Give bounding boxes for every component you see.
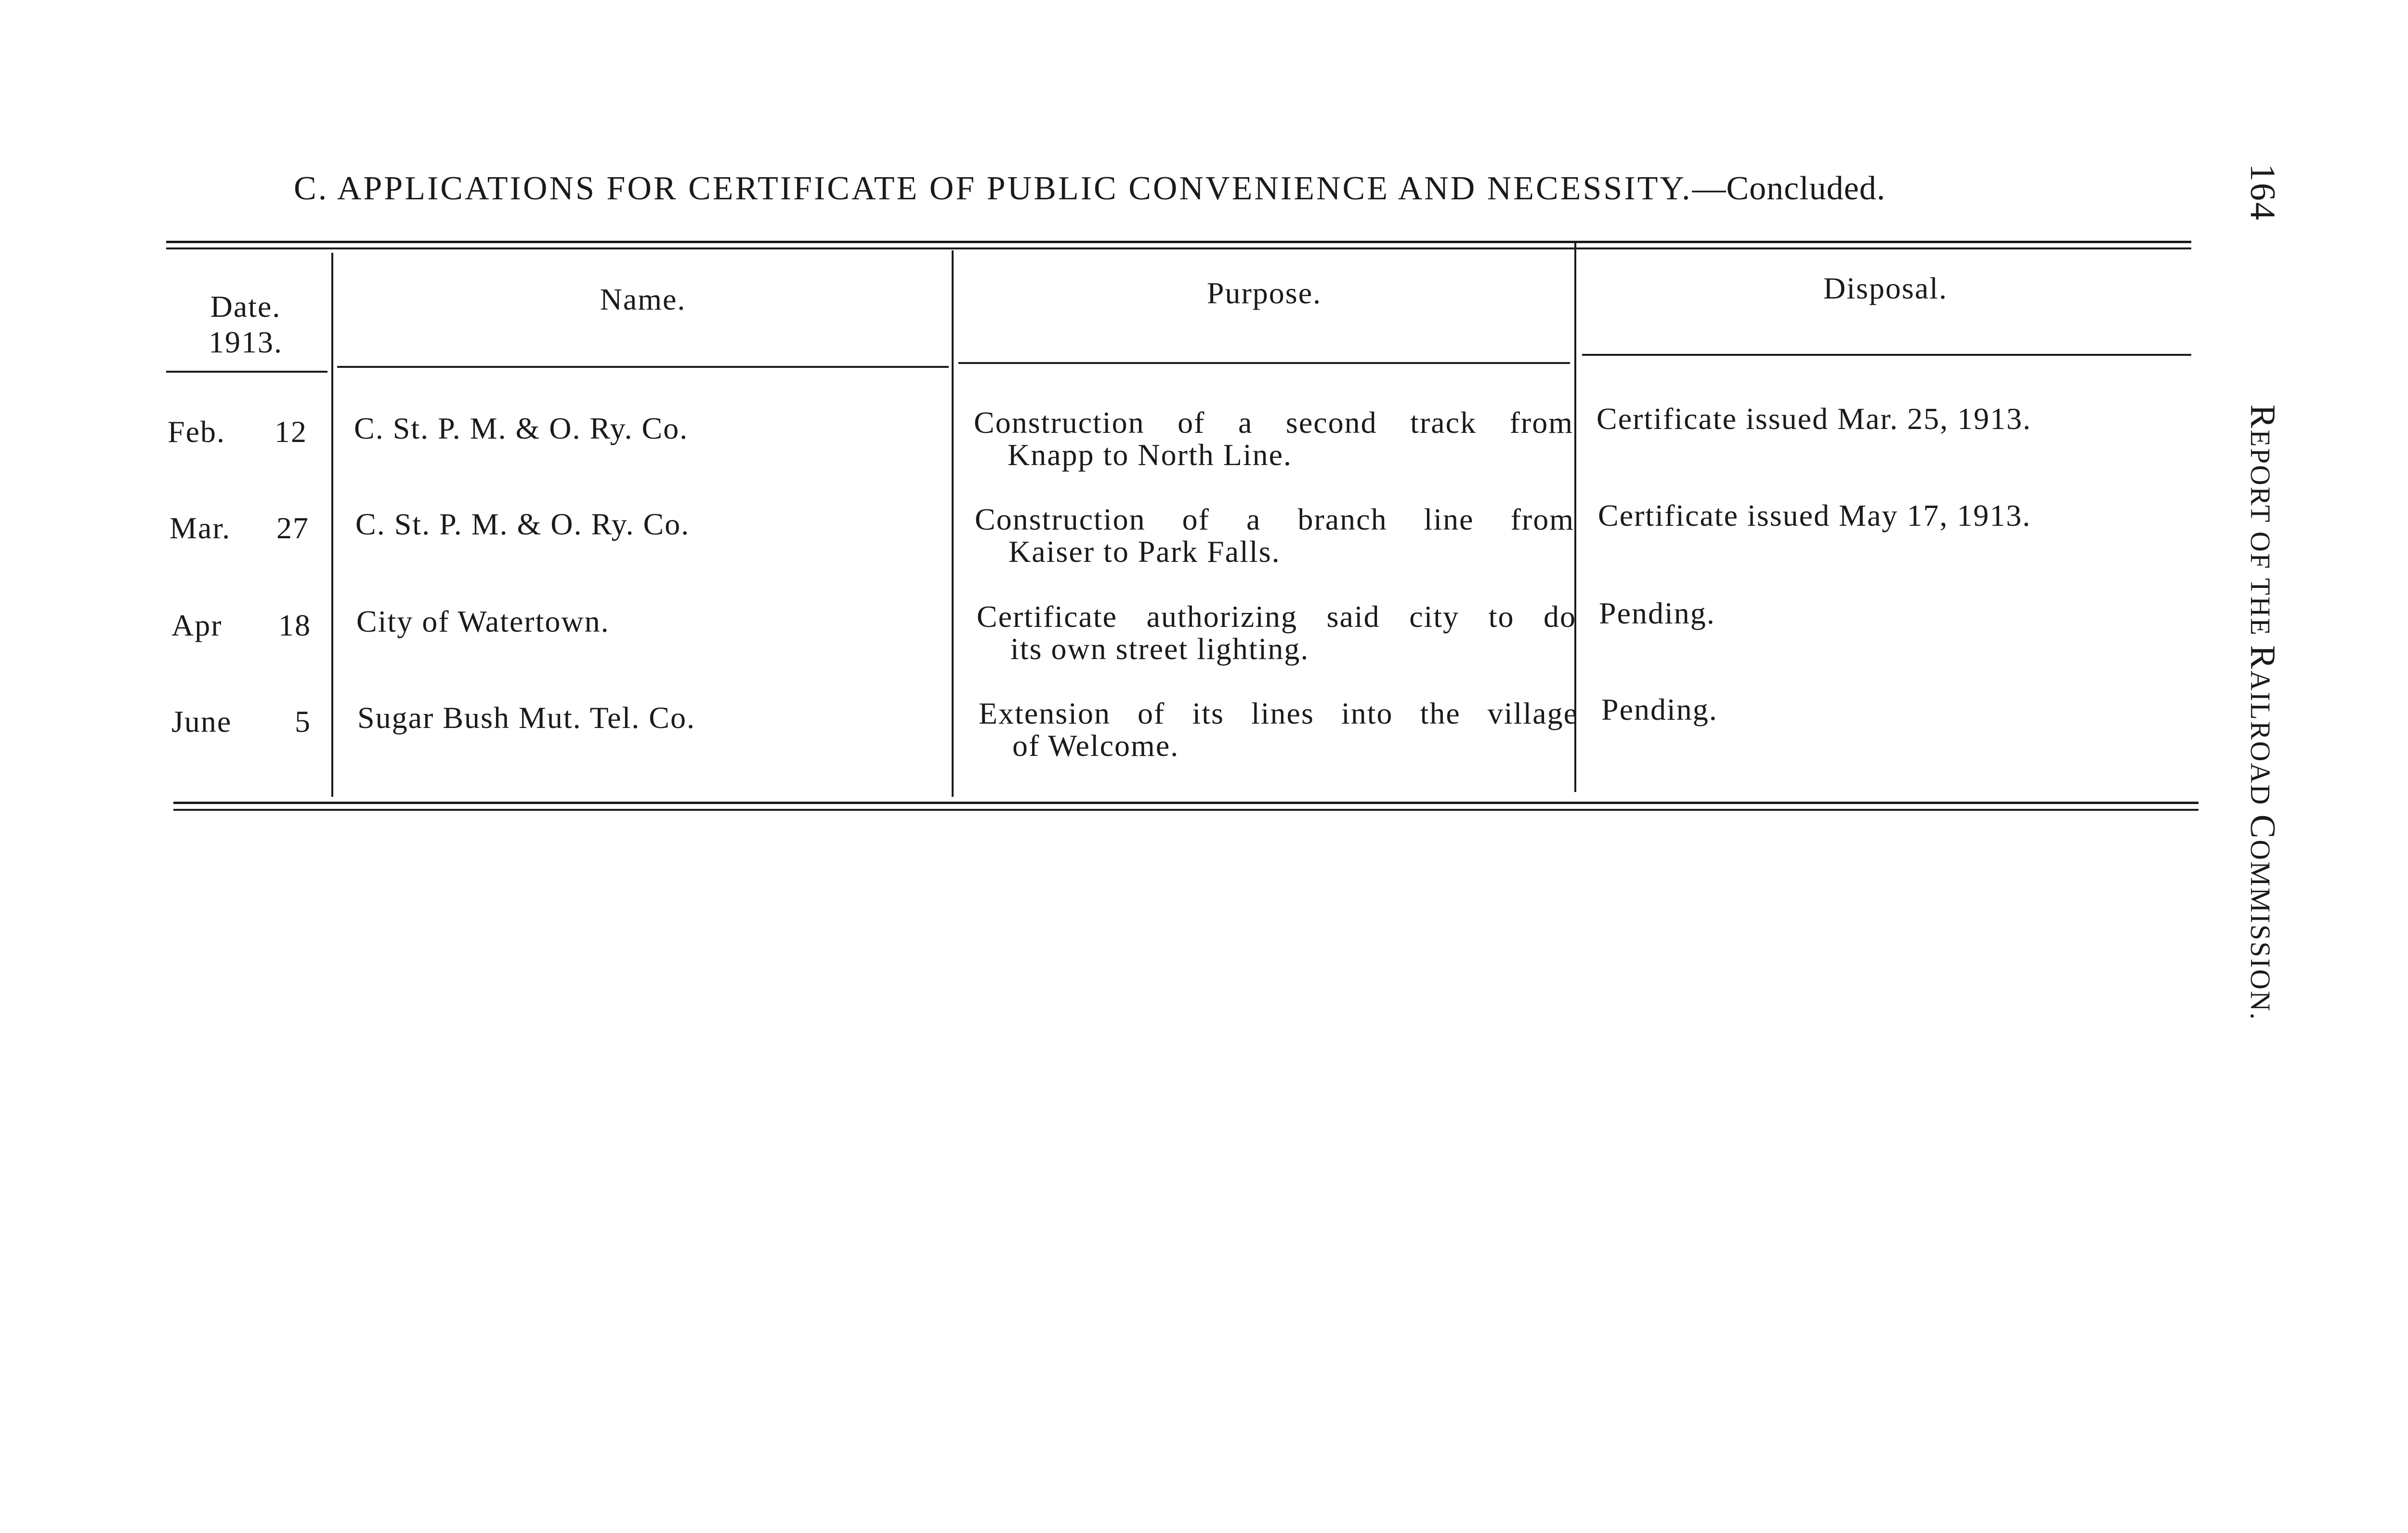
row-month: June — [171, 704, 232, 739]
page-number: 164 — [2243, 164, 2282, 221]
row-month: Apr — [171, 608, 222, 642]
row-disposal: Certificate issued May 17, 1913. — [1598, 498, 2031, 533]
row-disposal: Certificate issued Mar. 25, 1913. — [1597, 402, 2032, 436]
row-name: C. St. P. M. & O. Ry. Co. — [355, 507, 690, 541]
row-month: Feb. — [168, 415, 225, 449]
title-suffix: —Concluded. — [1692, 170, 1886, 207]
title-main: C. APPLICATIONS FOR CERTIFICATE OF PUBLIC CONVENIENCE AND NECESSITY. — [294, 170, 1692, 207]
railroad-initial: R — [2243, 645, 2282, 671]
railroad-rest: AILROAD — [2245, 670, 2276, 815]
report-rest: EPORT OF THE — [2245, 429, 2276, 645]
header-disposal: Disposal. — [1823, 271, 1948, 305]
header-underline-disposal — [1582, 354, 2191, 356]
row-purpose — [979, 697, 1578, 762]
header-date — [166, 289, 325, 360]
row-purpose-line1: Certificate authorizing said city to do — [977, 599, 1576, 634]
report-initial: R — [2243, 404, 2282, 430]
row-purpose — [975, 503, 1574, 568]
row-name: City of Watertown. — [356, 604, 610, 638]
header-name: Name. — [600, 282, 686, 316]
header-purpose: Purpose. — [1206, 276, 1322, 310]
row-purpose-line1: Construction of a second track from — [974, 405, 1573, 440]
header-date-line1: Date. — [210, 289, 281, 324]
row-purpose-line2: Kaiser to Park Falls. — [1008, 534, 1281, 569]
row-day: 12 — [275, 415, 307, 449]
row-day: 27 — [276, 511, 309, 545]
row-purpose-line2: Knapp to North Line. — [1008, 438, 1292, 472]
table-top-rule-lower — [166, 247, 2191, 249]
page-title — [294, 169, 2076, 208]
row-day: 5 — [295, 704, 311, 739]
table-bottom-rule-lower — [173, 809, 2199, 811]
table-top-rule-upper — [166, 241, 2191, 243]
row-disposal: Pending. — [1601, 692, 1718, 727]
header-underline-date — [166, 371, 327, 373]
column-divider-name — [952, 250, 954, 797]
row-day: 18 — [278, 608, 311, 642]
header-underline-name — [337, 366, 949, 368]
row-disposal: Pending. — [1599, 596, 1715, 630]
row-purpose-line1: Construction of a branch line from — [975, 502, 1574, 536]
row-purpose — [974, 406, 1573, 471]
header-underline-purpose — [958, 362, 1570, 364]
row-purpose-line2: its own street lighting. — [1010, 632, 1309, 666]
row-name: Sugar Bush Mut. Tel. Co. — [357, 701, 695, 735]
row-purpose — [977, 600, 1576, 665]
table-bottom-rule-upper — [173, 802, 2199, 804]
column-divider-date — [331, 253, 333, 797]
row-name: C. St. P. M. & O. Ry. Co. — [354, 411, 689, 445]
row-month: Mar. — [170, 511, 231, 545]
row-purpose-line1: Extension of its lines into the village — [979, 696, 1578, 730]
commission-initial: C — [2243, 814, 2282, 840]
running-header — [2242, 164, 2283, 1021]
commission-rest: OMMISSION. — [2245, 840, 2276, 1021]
row-purpose-line2: of Welcome. — [1012, 728, 1179, 763]
header-date-line2: 1913. — [209, 325, 283, 359]
